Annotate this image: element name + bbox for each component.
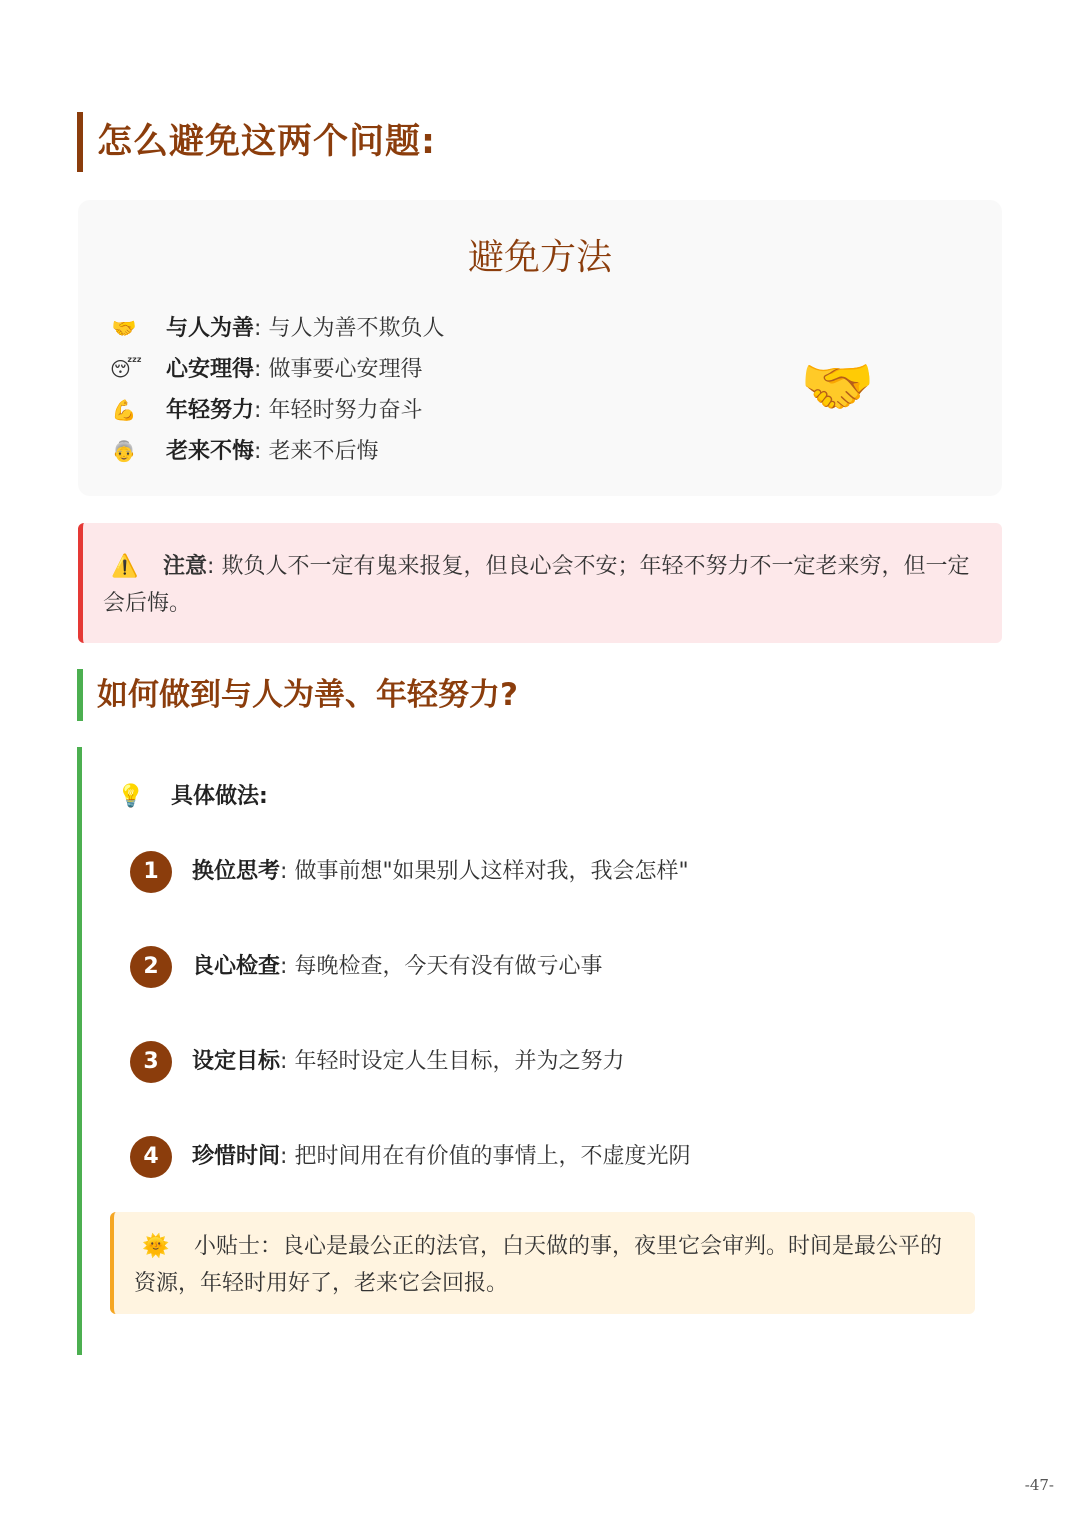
step-desc: 把时间用在有价值的事情上，不虚度光阴: [294, 1144, 691, 1169]
method-desc: 与人为善不欺负人: [268, 316, 445, 341]
method-desc: 做事要心安理得: [268, 357, 423, 382]
method-term: 与人为善: [166, 316, 255, 341]
warning-icon: ⚠️: [111, 554, 139, 579]
handshake-icon: 🤝: [800, 352, 875, 422]
step-term: 良心检查: [192, 954, 281, 979]
step-term: 设定目标: [192, 1049, 281, 1074]
step-item: 3 设定目标: 年轻时设定人生目标，并为之努力: [130, 1041, 624, 1083]
notice-text: ⚠️ 注意: 欺负人不一定有鬼来报复，但良心会不安；年轻不努力不一定老来穷，但一定会后悔。: [103, 548, 973, 622]
method-term: 心安理得: [166, 357, 255, 382]
method-card-title: 避免方法: [467, 237, 612, 278]
method-item: 🤝 与人为善: 与人为善不欺负人: [110, 310, 444, 346]
step-number-badge: 1: [130, 851, 172, 893]
step-term: 珍惜时间: [192, 1144, 281, 1169]
sun-icon: 🌞: [142, 1234, 170, 1259]
flexed-biceps-icon: 💪: [111, 398, 137, 422]
sleeping-face-icon: 😴: [110, 357, 143, 381]
practice-accent-bar: [77, 747, 82, 1355]
old-woman-icon: 👵: [111, 439, 137, 463]
step-desc: 每晚检查，今天有没有做亏心事: [294, 954, 603, 979]
page-number: -47-: [1024, 1476, 1054, 1494]
notice-body: 欺负人不一定有鬼来报复，但良心会不安；年轻不努力不一定老来穷，但一定会后悔。: [103, 554, 970, 616]
section-heading-how: 如何做到与人为善、年轻努力?: [77, 669, 518, 721]
step-item: 4 珍惜时间: 把时间用在有价值的事情上，不虚度光阴: [130, 1136, 690, 1178]
method-item: 👵 老来不悔: 老来不后悔: [110, 433, 378, 469]
notice-label: 注意: [163, 554, 208, 579]
step-number-badge: 2: [130, 946, 172, 988]
step-term: 换位思考: [192, 859, 281, 884]
tip-text: 🌞 小贴士：良心是最公正的法官，白天做的事，夜里它会审判。时间是最公平的资源，年轻时用好了，老来它会回报。: [134, 1228, 954, 1302]
step-desc: 做事前想"如果别人这样对我，我会怎样": [294, 859, 689, 884]
practice-subheading: 💡 具体做法:: [117, 777, 268, 817]
method-item: 💪 年轻努力: 年轻时努力奋斗: [110, 392, 422, 428]
step-desc: 年轻时设定人生目标，并为之努力: [294, 1049, 625, 1074]
step-item: 2 良心检查: 每晚检查，今天有没有做亏心事: [130, 946, 602, 988]
method-desc: 年轻时努力奋斗: [268, 398, 423, 423]
method-item: 😴 心安理得: 做事要心安理得: [110, 351, 422, 387]
method-term: 年轻努力: [166, 398, 255, 423]
handshake-icon: 🤝: [111, 316, 137, 340]
method-desc: 老来不后悔: [268, 439, 379, 464]
step-number-badge: 3: [130, 1041, 172, 1083]
step-item: 1 换位思考: 做事前想"如果别人这样对我，我会怎样": [130, 851, 689, 893]
step-number-badge: 4: [130, 1136, 172, 1178]
light-bulb-icon: 💡: [117, 784, 145, 809]
section-heading-avoid: 怎么避免这两个问题:: [77, 112, 436, 172]
method-term: 老来不悔: [166, 439, 255, 464]
